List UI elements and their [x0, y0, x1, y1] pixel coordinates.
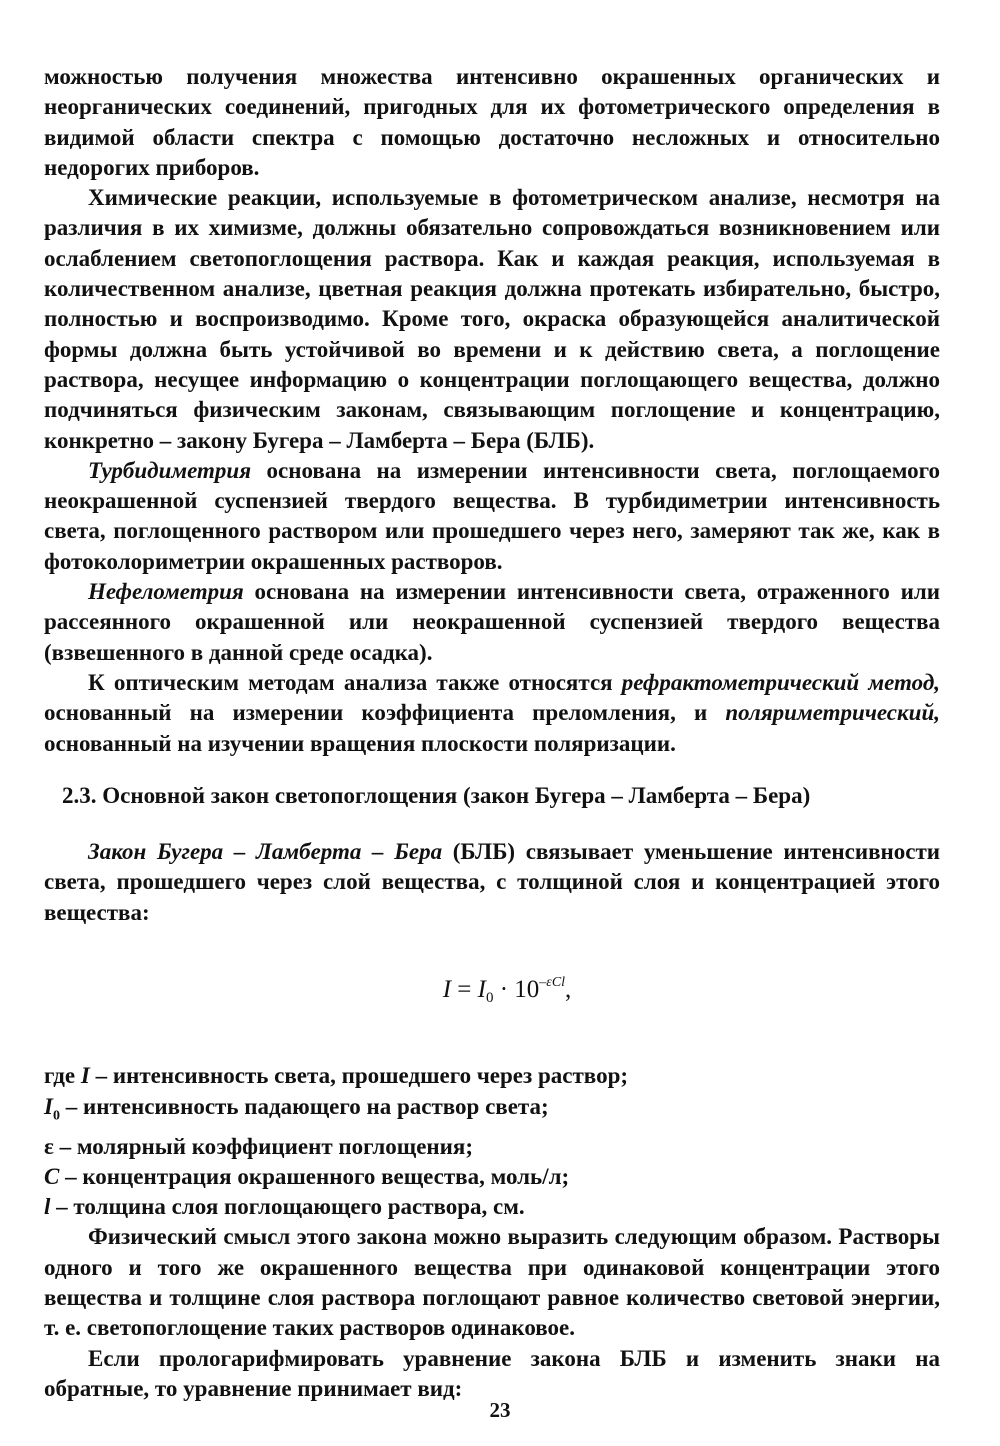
- formula-comma: ,: [565, 976, 572, 1004]
- definition-symbol: l: [44, 1194, 51, 1220]
- optical-text-b: основанный на измерении коэффициента преломления, и: [44, 700, 726, 726]
- term-blb-law: Закон Бугера – Ламберта – Бера: [88, 839, 443, 865]
- blb-formula: [44, 968, 940, 1013]
- paragraph-turbidimetry: [44, 456, 940, 577]
- definition-text: – концентрация окрашенного вещества, моль/л;: [59, 1163, 570, 1189]
- paragraph-nephelometry: [44, 577, 940, 668]
- formula-lhs: I: [442, 976, 452, 1004]
- paragraph-logarithm: Если прологарифмировать уравнение закона БЛБ и изменить знаки на обратные, то уравнение принимает вид:: [44, 1345, 940, 1401]
- formula-i0-subscript: 0: [485, 990, 494, 1007]
- definitions-list: [44, 1061, 940, 1222]
- definition-symbol: ε: [44, 1133, 54, 1159]
- definition-item: [44, 1061, 940, 1091]
- term-polarimetric: поляриметрический,: [725, 700, 940, 726]
- formula-equals: =: [451, 976, 478, 1004]
- definition-text: – молярный коэффициент поглощения;: [53, 1133, 474, 1159]
- term-turbidimetry: Турбидиметрия: [88, 457, 252, 483]
- definition-prefix: где: [44, 1063, 81, 1089]
- definition-text: – интенсивность света, прошедшего через раствор;: [89, 1063, 629, 1089]
- optical-text-a: К оптическим методам анализа также относятся: [88, 669, 622, 695]
- section-heading: 2.3. Основной закон светопоглощения (закон Бугера – Ламберта – Бера): [62, 782, 811, 808]
- paragraph-1: можностью получения множества интенсивно окрашенных органических и неорганических соединений, пригодных для их фотометрического определения в видимой области спектра с помощью достаточно несложных и относительно недорогих приборов.: [44, 64, 940, 180]
- definition-symbol: I: [44, 1093, 53, 1119]
- term-nephelometry: Нефелометрия: [88, 579, 244, 605]
- definition-subscript: 0: [52, 1108, 60, 1124]
- paragraph-blb-law: [44, 837, 940, 928]
- formula-exponent: –εCl: [539, 975, 566, 991]
- definition-symbol: C: [44, 1163, 60, 1189]
- definition-text: – интенсивность падающего на раствор света;: [59, 1093, 549, 1119]
- optical-text-c: основанный на изучении вращения плоскости поляризации.: [44, 730, 676, 756]
- definition-item: [44, 1192, 940, 1222]
- definition-item: [44, 1132, 940, 1162]
- formula-i0: I: [477, 976, 486, 1004]
- definition-item: [44, 1092, 940, 1132]
- blb-law-text: (БЛБ) связывает уменьшение интенсивности света, прошедшего через слой вещества, с толщиной слоя и концентрацией этого вещества:: [44, 839, 941, 925]
- definition-item: [44, 1162, 940, 1192]
- definition-symbol: I: [80, 1063, 90, 1089]
- turbidimetry-text: основана на измерении интенсивности света, поглощаемого неокрашенной суспензией твердого вещества. В турбидиметрии интенсивность света, поглощенного раствором или прошедшего через него, замеряют так же, как в фотоколориметрии окрашенных растворов.: [44, 457, 940, 574]
- paragraph-optical-methods: [44, 668, 940, 759]
- formula-power-base: · 10: [493, 976, 540, 1004]
- paragraph-physical-meaning: Физический смысл этого закона можно выразить следующим образом. Растворы одного и того же окрашенного вещества при одинаковой концентрации этого вещества и толщине слоя раствора поглощают равное количество световой энергии, т. е. светопоглощение таких растворов одинаковое.: [44, 1224, 940, 1341]
- term-refractometric: рефрактометрический метод,: [621, 669, 940, 695]
- nephelometry-text: основана на измерении интенсивности света, отраженного или рассеянного окрашенной или неокрашенной суспензией твердого вещества (взвешенного в данной среде осадка).: [44, 579, 940, 665]
- page-number: 23: [489, 1398, 511, 1422]
- document-page: [44, 62, 940, 1404]
- definition-text: – толщина слоя поглощающего раствора, см.: [50, 1194, 525, 1220]
- paragraph-2: Химические реакции, используемые в фотометрическом анализе, несмотря на различия в их химизме, должны обязательно сопровождаться возникновением или ослаблением светопоглощения раствора. Как и каждая реакция, используемая в количественном анализе, цветная реакция должна протекать избирательно, быстро, полностью и воспроизводимо. Кроме того, окраска образующейся аналитической формы должна быть устойчивой во времени и к действию света, а поглощение раствора, несущее информацию о концентрации поглощающего вещества, должно подчиняться физическим законам, связывающим поглощение и концентрацию, конкретно – закону Бугера – Ламберта – Бера (БЛБ).: [44, 185, 940, 453]
